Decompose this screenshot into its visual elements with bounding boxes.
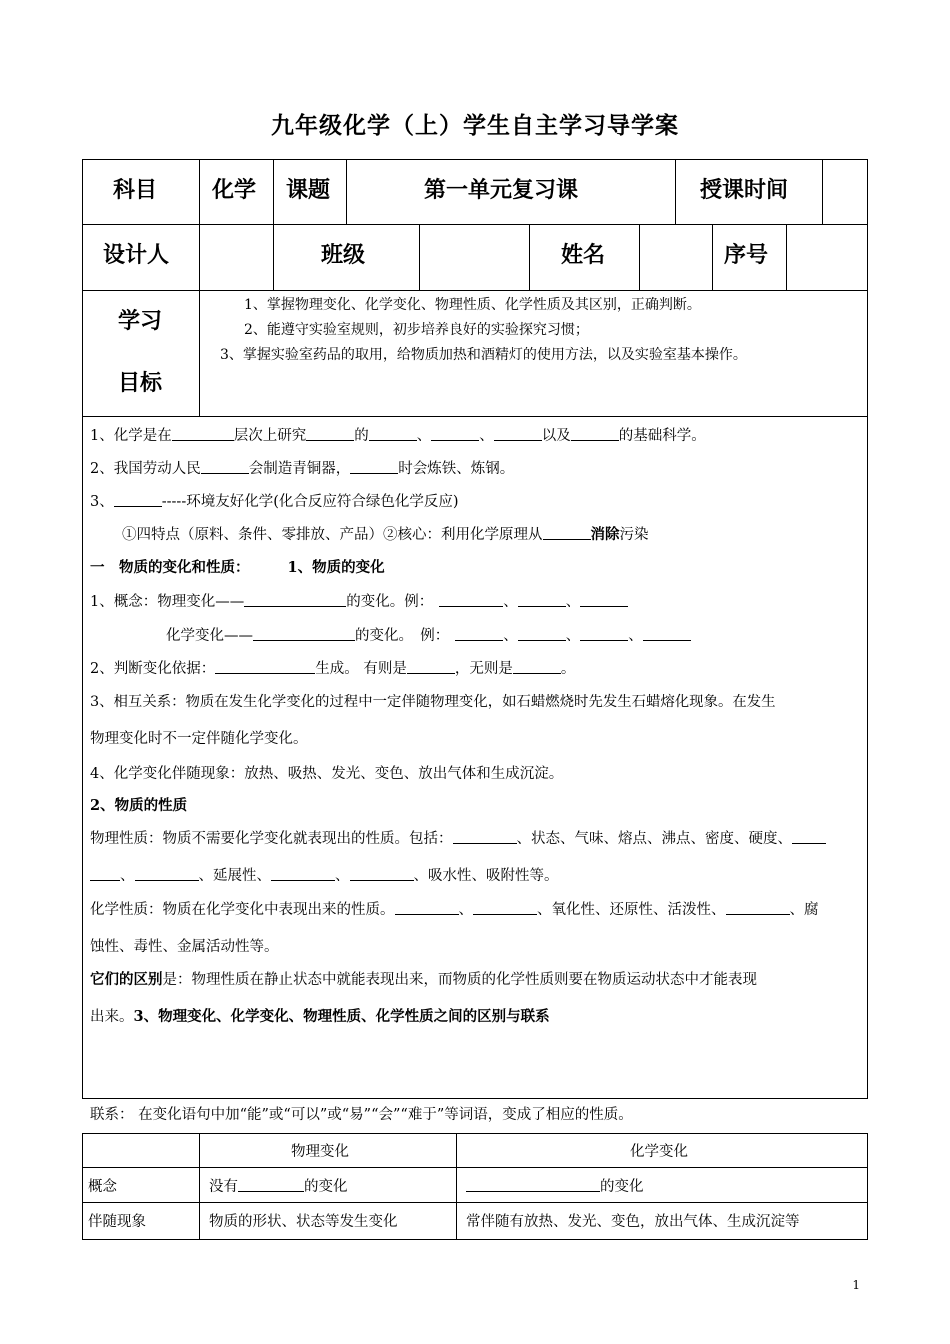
col-divider — [273, 159, 274, 224]
content-line-6: 1、概念：物理变化—— 的变化。例： 、 、 — [90, 590, 628, 611]
fill-blank[interactable] — [201, 459, 249, 474]
content-line-10: 物理变化时不一定伴随化学变化。 — [90, 731, 308, 747]
content-line-2: 2、我国劳动人民 会制造青铜器， 时会炼铁、炼钢。 — [90, 461, 515, 477]
fill-blank[interactable] — [518, 626, 566, 641]
content-line-16: 蚀性、毒性、金属活动性等。 — [90, 939, 279, 955]
row-divider — [82, 416, 868, 417]
designer-label: 设计人 — [103, 243, 170, 268]
col-header-chemical: 化学变化 — [630, 1144, 688, 1160]
class-label: 班级 — [321, 243, 366, 268]
col-header-physical: 物理变化 — [291, 1144, 349, 1160]
goal-item: 1、掌握物理变化、化学变化、物理性质、化学性质及其区别，正确判断。 — [244, 297, 701, 313]
col-divider — [712, 224, 713, 290]
fill-blank[interactable] — [643, 626, 691, 641]
fill-blank[interactable] — [395, 900, 459, 915]
fill-blank[interactable] — [455, 626, 503, 641]
fill-blank[interactable] — [518, 592, 566, 607]
col-divider — [675, 159, 676, 224]
fill-blank[interactable] — [726, 900, 790, 915]
fill-blank[interactable] — [407, 659, 455, 674]
content-line-3: 3、 -----环境友好化学(化合反应符合绿色化学反应) — [90, 494, 459, 510]
subject-value: 化学 — [212, 178, 257, 203]
phenomena-chemical: 常伴随有放热、发光、变色，放出气体、生成沉淀等 — [466, 1214, 800, 1230]
fill-blank[interactable] — [253, 626, 355, 641]
fill-blank[interactable] — [466, 1177, 600, 1192]
fill-blank[interactable] — [543, 525, 591, 540]
col-divider — [273, 224, 274, 290]
content-line-7: 化学变化—— 的变化。 例： 、 、 、 — [166, 624, 691, 645]
fill-blank[interactable] — [172, 426, 234, 441]
fill-blank[interactable] — [90, 866, 120, 881]
goals-label-1: 学习 — [118, 309, 163, 334]
fill-blank[interactable] — [215, 659, 315, 674]
content-line-4: ①四特点（原料、条件、零排放、产品）②核心：利用化学原理从 消除污染 — [122, 526, 649, 543]
col-divider — [419, 224, 420, 290]
concept-chemical: 的变化 — [466, 1175, 644, 1196]
fill-blank[interactable] — [453, 829, 517, 844]
col-divider — [639, 224, 640, 290]
fill-blank[interactable] — [439, 592, 503, 607]
row-label-concept: 概念 — [88, 1179, 117, 1195]
content-line-8: 2、判断变化依据： 生成。 有则是 ，无则是 。 — [90, 661, 576, 677]
fill-blank[interactable] — [135, 866, 199, 881]
fill-blank[interactable] — [271, 866, 335, 881]
fill-blank[interactable] — [580, 592, 628, 607]
col-divider — [199, 159, 200, 416]
row-label-phenomena: 伴随现象 — [88, 1214, 146, 1230]
fill-blank[interactable] — [494, 426, 542, 441]
fill-blank[interactable] — [244, 592, 346, 607]
page-title: 九年级化学（上）学生自主学习导学案 — [271, 113, 679, 139]
seat-label: 序号 — [724, 243, 769, 268]
content-line-11: 4、化学变化伴随现象：放热、吸热、发光、变色、放出气体和生成沉淀。 — [90, 766, 564, 782]
fill-blank[interactable] — [238, 1177, 304, 1192]
goal-item: 2、能遵守实验室规则，初步培养良好的实验探究习惯； — [244, 322, 589, 338]
topic-label: 课题 — [286, 178, 331, 203]
name-label: 姓名 — [561, 243, 606, 268]
content-line-14: 、 、延展性、 、 、吸水性、吸附性等。 — [90, 864, 559, 885]
section-subheading: 2、物质的性质 — [90, 797, 188, 814]
section-heading: 一 物质的变化和性质： 1、物质的变化 — [90, 559, 385, 576]
col-divider — [822, 159, 823, 224]
content-line-17: 它们的区别是：物理性质在静止状态中就能表现出来，而物质的化学性质则要在物质运动状态中才能表现 — [90, 971, 757, 988]
content-line-18: 出来。3、物理变化、化学变化、物理性质、化学性质之间的区别与联系 — [90, 1008, 550, 1025]
content-line-15: 化学性质：物质在化学变化中表现出来的性质。 、 、氧化性、还原性、活泼性、 、腐 — [90, 902, 819, 918]
col-divider — [346, 159, 347, 224]
fill-blank[interactable] — [513, 659, 561, 674]
topic-value: 第一单元复习课 — [424, 178, 579, 203]
fill-blank[interactable] — [571, 426, 619, 441]
fill-blank[interactable] — [473, 900, 537, 915]
col-divider — [456, 1133, 457, 1240]
fill-blank[interactable] — [350, 459, 398, 474]
page-number: 1 — [852, 1278, 860, 1292]
content-line-13: 物理性质：物质不需要化学变化就表现出的性质。包括： 、状态、气味、熔点、沸点、密度、硬度、 — [90, 827, 826, 848]
concept-physical: 没有 的变化 — [209, 1179, 348, 1195]
content-line-1: 1、化学是在 层次上研究 的 、 、 以及 的基础科学。 — [90, 428, 706, 444]
fill-blank[interactable] — [580, 626, 628, 641]
fill-blank[interactable] — [792, 829, 826, 844]
fill-blank[interactable] — [369, 426, 417, 441]
col-divider — [529, 224, 530, 290]
fill-blank[interactable] — [114, 492, 162, 507]
goals-label-2: 目标 — [118, 371, 163, 396]
col-divider — [199, 1133, 200, 1240]
phenomena-physical: 物质的形状、状态等发生变化 — [209, 1214, 398, 1230]
relation-note: 联系： 在变化语句中加“能”或“可以”或“易”“会”“难于”等词语，变成了相应的性质。 — [90, 1107, 633, 1123]
subject-label: 科目 — [113, 178, 158, 203]
col-divider — [786, 224, 787, 290]
goal-item: 3、掌握实验室药品的取用，给物质加热和酒精灯的使用方法，以及实验室基本操作。 — [220, 347, 747, 363]
time-label: 授课时间 — [700, 178, 789, 203]
content-line-9: 3、相互关系：物质在发生化学变化的过程中一定伴随物理变化，如石蜡燃烧时先发生石蜡熔化现象。在发生 — [90, 694, 776, 710]
fill-blank[interactable] — [350, 866, 414, 881]
fill-blank[interactable] — [306, 426, 354, 441]
fill-blank[interactable] — [431, 426, 479, 441]
